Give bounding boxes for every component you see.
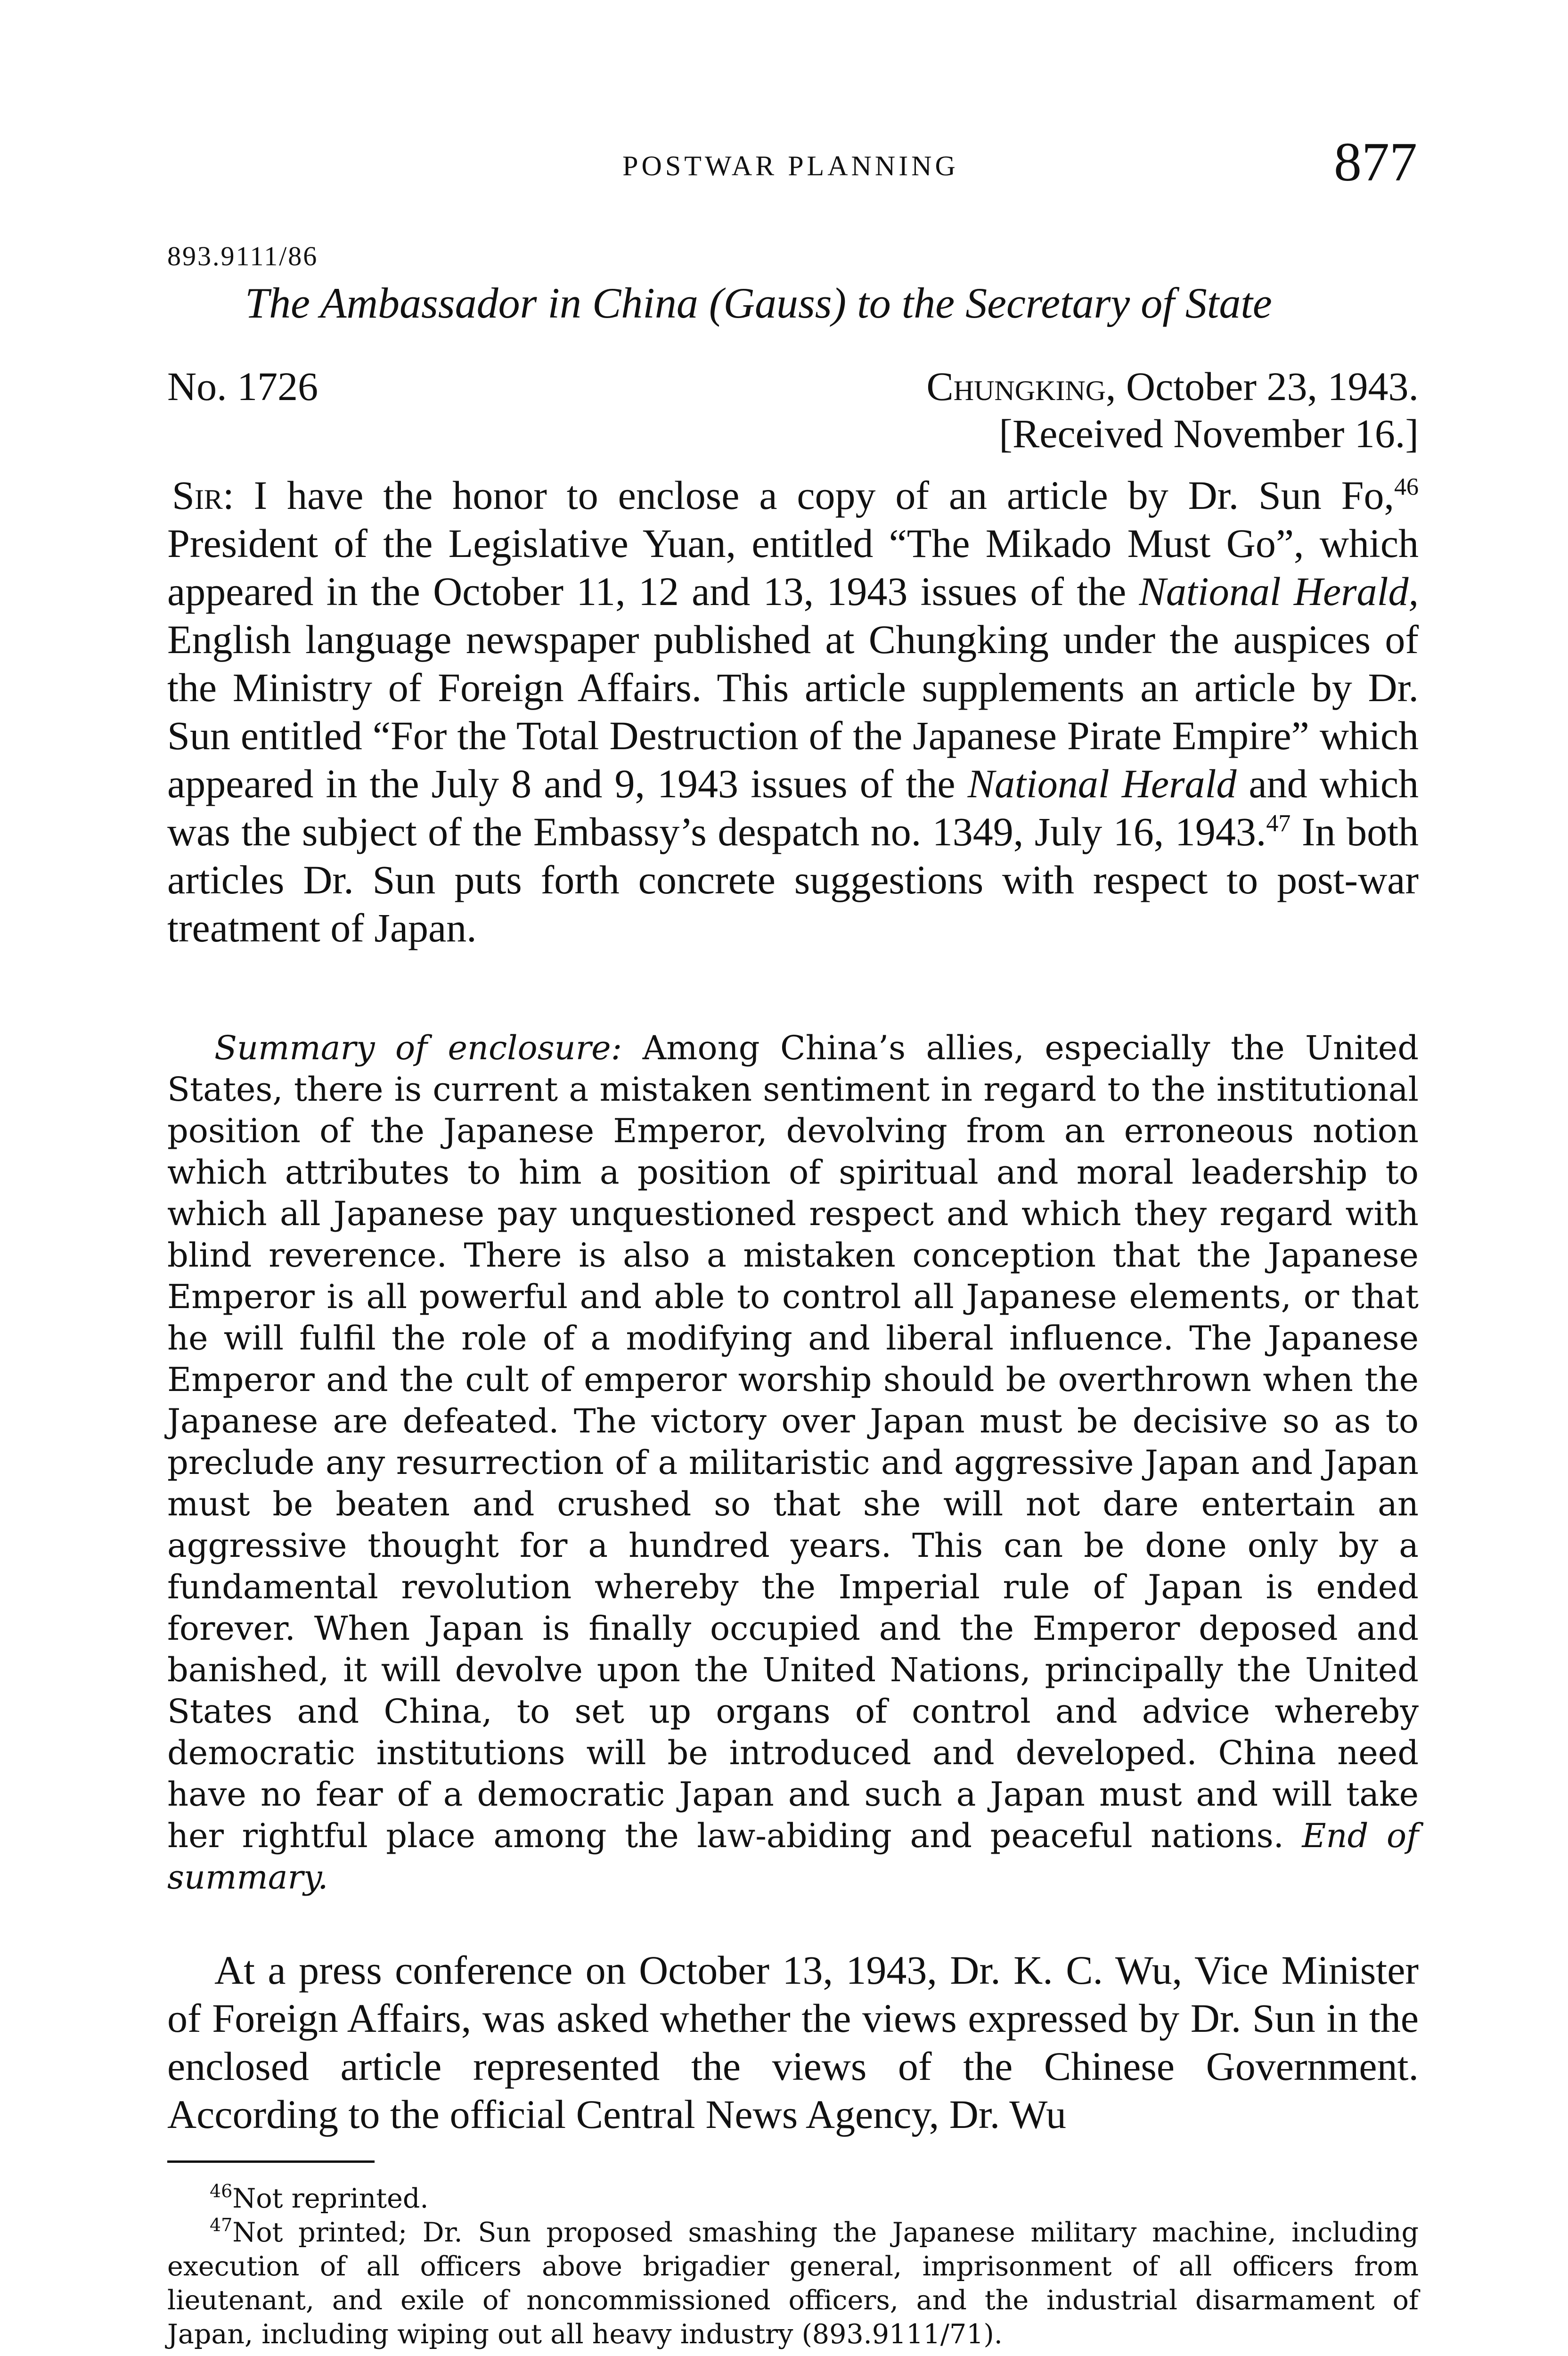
footnote-divider bbox=[167, 2160, 375, 2163]
opening-paragraph bbox=[167, 471, 1419, 952]
document-heading: The Ambassador in China (Gauss) to the Secretary of State bbox=[245, 279, 1272, 327]
publication-title: National Herald, bbox=[1139, 569, 1419, 614]
footnote-ref-46: 46 bbox=[1394, 474, 1419, 500]
footnote-text: Not reprinted. bbox=[232, 2183, 429, 2214]
summary-label: Summary of enclosure: bbox=[214, 1029, 622, 1067]
place-date bbox=[926, 363, 1419, 410]
publication-title: National Herald bbox=[967, 761, 1237, 806]
footnote-text: Not printed; Dr. Sun proposed smashing the Japanese military machine, including execution of all officers above brigadier general, imprisonment of all officers from lieutenant, and exile of noncommissioned officers, and the industrial disarmament of Japan, including wiping out all heavy industry (893.9111/71). bbox=[167, 2217, 1419, 2350]
date: , October 23, 1943. bbox=[1106, 364, 1419, 409]
footnote bbox=[167, 2182, 1419, 2216]
summary-paragraph bbox=[167, 1027, 1419, 1898]
para1-text: : I have the honor to enclose a copy of an article by Dr. Sun Fo, bbox=[222, 473, 1394, 518]
place: Chungking bbox=[926, 364, 1106, 409]
page-number: 877 bbox=[1334, 131, 1417, 193]
footnote-mark: 47 bbox=[210, 2215, 233, 2235]
para1-text: President of the Legislative Yuan, entitled “The Mikado Must Go”, which appeared in the October 11, 12 and 13, 1943 issues of the bbox=[167, 521, 1419, 614]
summary-text: Among China’s allies, especially the United States, there is current a mistaken sentiment in regard to the institutional position of the Japanese Emperor, devolving from an erroneous notion which attributes to him a position of spiritual and moral leadership to which all Japanese pay unquestioned respect and which they regard with blind reverence. There is also a mistaken conception that the Japanese Emperor is all powerful and able to control all Japanese elements, or that he will fulfil the role of a modifying and liberal influence. The Japanese Emperor and the cult of emperor worship should be overthrown when the Japanese are defeated. The victory over Japan must be decisive so as to preclude any resurrection of a militaristic and aggressive Japan and Japan must be beaten and crushed so that she will not dare entertain an aggressive thought for a hundred years. This can be done only by a fundamental revolution whereby the Imperial rule of Japan is ended forever. When Japan is finally occupied and the Emperor deposed and banished, it will devolve upon the United Nations, principally the United States and China, to set up organs of control and advice whereby democratic institutions will be introduced and developed. China need have no fear of a democratic Japan and such a Japan must and will take her rightful place among the law-abiding and peaceful nations. bbox=[167, 1029, 1419, 1855]
running-title: POSTWAR PLANNING bbox=[622, 150, 959, 181]
file-number: 893.9111/86 bbox=[167, 241, 318, 271]
received-date: [Received November 16.] bbox=[999, 411, 1419, 456]
footnotes bbox=[167, 2182, 1419, 2351]
para1-text: In both articles Dr. Sun puts forth concrete suggestions with respect to post-war treatment of Japan. bbox=[167, 809, 1419, 950]
press-conference-paragraph bbox=[167, 1946, 1419, 2138]
footnote bbox=[167, 2216, 1419, 2351]
para1-text: English language newspaper published at Chungking under the auspices of the Ministry of Foreign Affairs. This article supplements an article by Dr. Sun entitled “For the Total Destruction of the Japanese Pirate Empire” which appeared in the July 8 and 9, 1943 issues of the bbox=[167, 617, 1419, 806]
dateline bbox=[926, 363, 1419, 457]
document-number: No. 1726 bbox=[167, 364, 318, 409]
para3-text: At a press conference on October 13, 1943, Dr. K. C. Wu, Vice Minister of Foreign Affairs, was asked whether the views expressed by Dr. Sun in the enclosed article represented the views of the Chinese Government. According to the official Central News Agency, Dr. Wu bbox=[167, 1947, 1419, 2137]
summary-end: End of summary. bbox=[167, 1816, 1419, 1897]
para1-text: and which was the subject of the Embassy’s despatch no. 1349, July 16, 1943. bbox=[167, 761, 1419, 854]
salutation: Sir bbox=[172, 473, 223, 518]
footnote-ref-47: 47 bbox=[1266, 810, 1291, 837]
footnote-mark: 46 bbox=[210, 2181, 233, 2201]
